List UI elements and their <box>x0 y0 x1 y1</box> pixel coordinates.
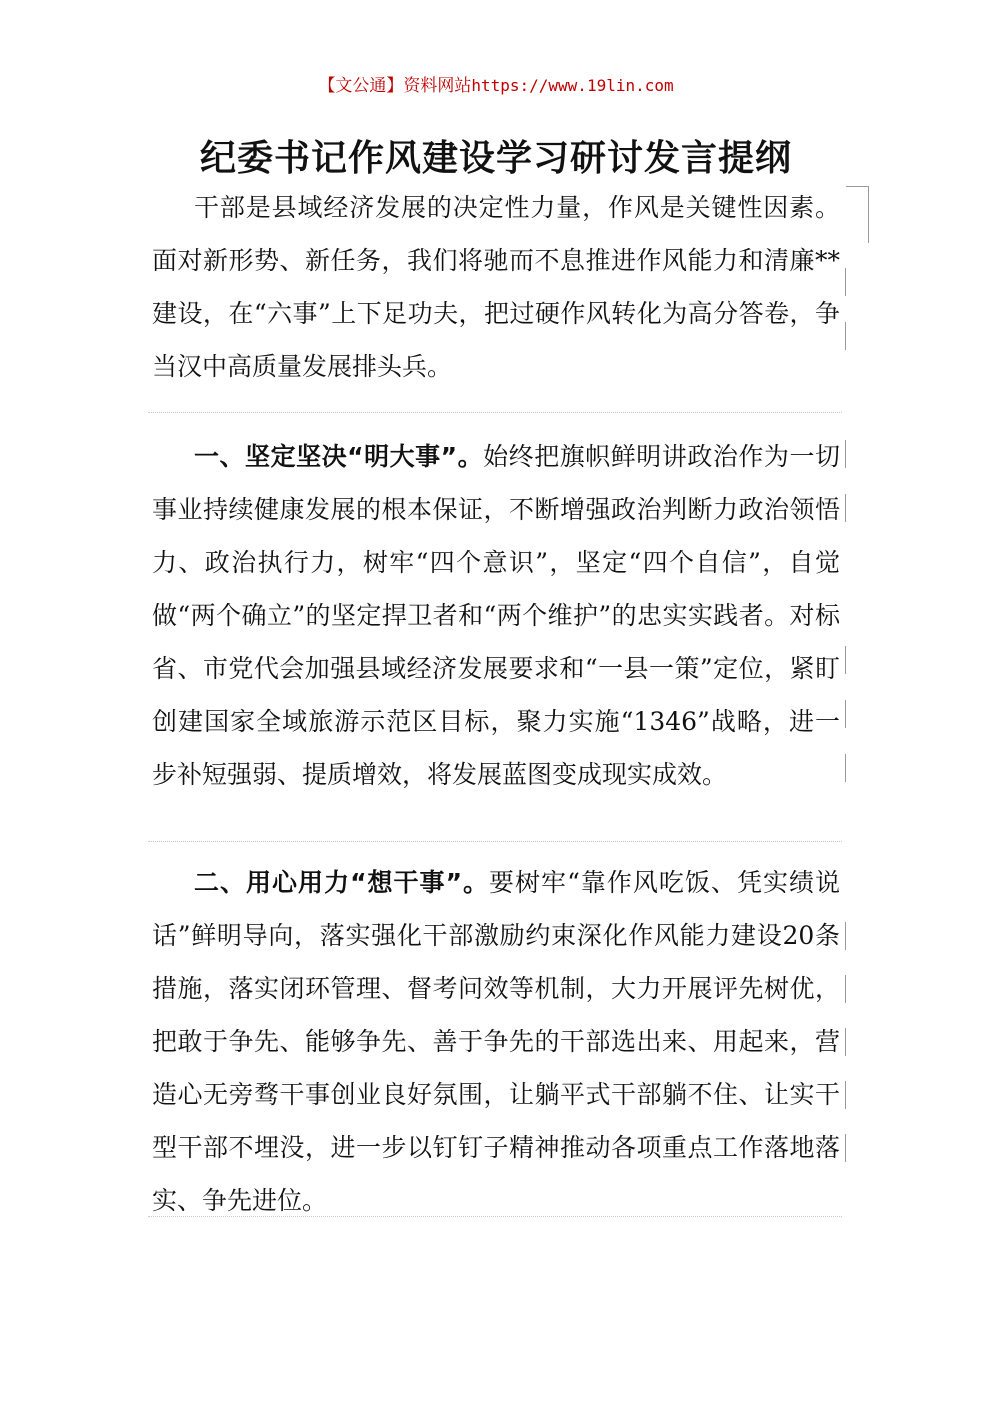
section-heading: 一、坚定坚决“明大事”。 <box>194 442 484 471</box>
line-end-mark <box>845 440 846 468</box>
paragraph-text: 始终把旗帜鲜明讲政治作为一切事业持续健康发展的根本保证，不断增强政治判断力政治领悟力、政治执行力，树牢“四个意识”，坚定“四个自信”，自觉做“两个确立”的坚定捍卫者和“两个维护”的忠实实践者。对标省、市党代会加强县域经济发展要求和“一县一策”定位，紧盯创建国家全域旅游示范区目标，聚力实施“1346”战略，进一步补短强弱、提质增效，将发展蓝图变成现实成效。 <box>152 442 840 789</box>
document-title: 纪委书记作风建设学习研讨发言提纲 <box>199 137 792 179</box>
line-end-mark <box>845 1081 846 1109</box>
line-end-mark <box>845 322 846 350</box>
paragraph-divider <box>148 412 842 413</box>
line-end-mark <box>845 268 846 296</box>
section-heading: 二、用心用力“想干事”。 <box>194 868 490 897</box>
paragraph-section-1 <box>152 430 840 809</box>
paragraph-section-2 <box>152 856 840 1235</box>
line-end-mark <box>845 754 846 782</box>
line-end-mark <box>845 700 846 728</box>
line-end-mark <box>845 494 846 522</box>
watermark-brand: 【文公通】资料网站 <box>318 76 472 96</box>
paragraph-divider <box>148 841 842 842</box>
line-end-mark <box>845 975 846 1003</box>
paragraph-divider <box>148 1216 842 1217</box>
line-end-mark <box>845 1028 846 1056</box>
watermark-url[interactable]: https://www.19lin.com <box>471 76 674 95</box>
line-end-mark <box>845 922 846 950</box>
paragraph-text: 要树牢“靠作风吃饭、凭实绩说话”鲜明导向，落实强化干部激励约束深化作风能力建设20条措施，落实闭环管理、督考问效等机制，大力开展评先树优，把敢于争先、能够争先、善于争先的干部选出来、用起来，营造心无旁骛干事创业良好氛围，让躺平式干部躺不住、让实干型干部不埋没，进一步以钉钉子精神推动各项重点工作落地落实、争先进位。 <box>152 868 840 1215</box>
line-end-mark <box>845 1134 846 1162</box>
line-end-mark <box>845 646 846 674</box>
paragraph-intro <box>152 181 840 401</box>
paragraph-text: 干部是县域经济发展的决定性力量，作风是关键性因素。面对新形势、新任务，我们将驰而不息推进作风能力和清廉**建设，在“六事”上下足功夫，把过硬作风转化为高分答卷，争当汉中高质量发展排头兵。 <box>152 193 840 381</box>
watermark-header <box>0 74 992 98</box>
text-boundary-corner-mark <box>846 186 869 243</box>
